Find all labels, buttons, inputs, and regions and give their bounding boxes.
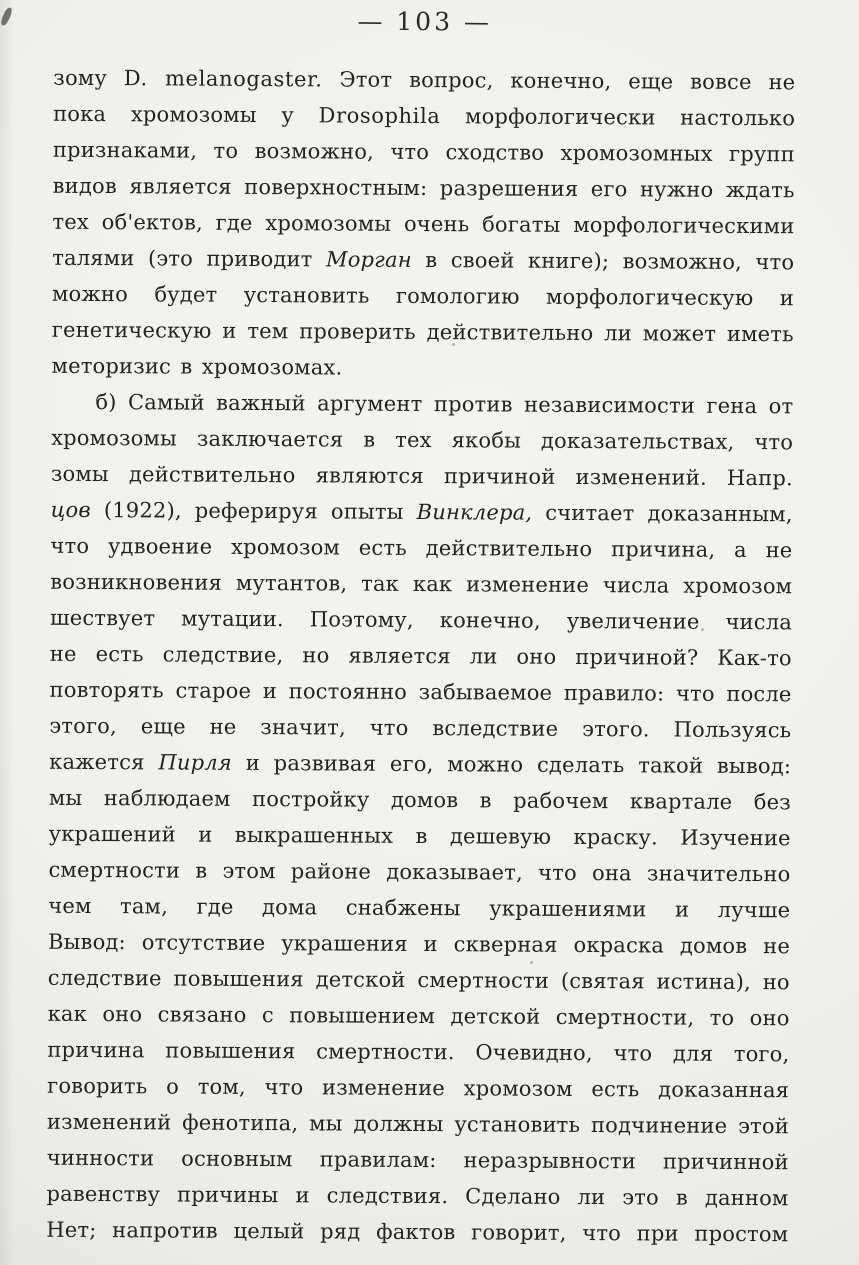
text-line xyxy=(46,1212,788,1253)
text-line xyxy=(51,348,793,389)
latin-text: Drosophila xyxy=(318,103,441,129)
body-text: мы наблюдаем постройку домов в рабочем квартале без xyxy=(48,785,791,815)
text-line xyxy=(48,960,790,1001)
text-line xyxy=(49,672,791,713)
body-text: кажется xyxy=(49,749,159,775)
text-line xyxy=(50,528,792,569)
body-text: зомы действительно являются причиной изменений. Напр. xyxy=(50,461,793,491)
body-text: Вывод: отсутствие украшения и скверная окраска домов не xyxy=(47,929,791,959)
italic-text: цов xyxy=(50,497,91,522)
body-text: этого, еще не значит, что вследствие этого. Пользуясь xyxy=(49,713,792,743)
body-text: чем там, где дома снабжены украшениями и лучше xyxy=(48,893,791,923)
text-line xyxy=(49,708,791,749)
body-text: можно будет установить гомологию морфологическую и xyxy=(51,281,795,311)
text-line xyxy=(47,1032,789,1073)
body-text: видов является поверхностным: разрешения его нужно ждать xyxy=(52,173,795,203)
text-line xyxy=(48,996,790,1037)
text-line xyxy=(49,780,791,821)
body-text: пока хромозомы у xyxy=(53,101,319,128)
body-text: что удвоение хромозом есть действительно причина, а не xyxy=(50,533,793,563)
body-text: в своей книге); возможно, что xyxy=(411,247,795,275)
text-line xyxy=(53,60,795,101)
text-line xyxy=(50,564,792,605)
page-number-header: — 103 — xyxy=(357,6,493,37)
text-line xyxy=(53,168,795,209)
text-line xyxy=(47,1068,789,1109)
italic-text: Винклера, xyxy=(416,499,533,525)
text-line xyxy=(47,1104,789,1145)
text-line xyxy=(51,420,793,461)
body-text: (1922), реферируя опыты xyxy=(90,497,417,524)
text-line xyxy=(51,492,793,533)
text-line xyxy=(49,816,791,857)
body-text: тех об'ектов, где хромозомы очень богаты морфологическими xyxy=(52,209,795,239)
text-line xyxy=(52,240,794,281)
body-text: украшений и выкрашенных в дешевую краску. Изучение xyxy=(48,821,791,851)
body-text: следствие повышения детской смертности (святая истина), но xyxy=(47,965,790,995)
body-text: не есть следствие, но является ли оно причиной? Как-то xyxy=(49,641,792,671)
body-text: признаками, то возможно, что сходство хромозомных групп xyxy=(52,137,795,167)
body-text: зому xyxy=(53,65,124,91)
body-text: меторизис в хромозомах. xyxy=(51,353,343,380)
text-line xyxy=(48,852,790,893)
text-line xyxy=(52,276,794,317)
text-line xyxy=(46,1176,788,1217)
text-line xyxy=(48,888,790,929)
text-line xyxy=(50,636,792,677)
text-line xyxy=(53,132,795,173)
body-text: морфологически настолько xyxy=(465,104,796,131)
body-text: шествует мутации. Поэтому, конечно, увеличение числа xyxy=(49,605,793,635)
body-text: талями (это приводит xyxy=(52,245,327,272)
text-line xyxy=(47,1140,789,1181)
body-text: повторять старое и постоянно забываемое правило: что после xyxy=(49,677,792,707)
body-text: хромозомы заключается в тех якобы доказательствах, что xyxy=(51,425,794,455)
text-line xyxy=(51,456,793,497)
page-content xyxy=(46,0,796,1252)
body-text: б) Самый важный аргумент против независимости гена от xyxy=(95,390,794,419)
body-text: причина повышения смертности. Очевидно, что для того, xyxy=(47,1037,790,1067)
body-text: как оно связано с повышением детской смертности, то оно xyxy=(47,1001,790,1031)
body-text: изменений фенотипа, мы должны установить подчинение этой xyxy=(46,1109,790,1139)
body-text: Этот вопрос, конечно, еще вовсе не xyxy=(339,67,796,95)
text-line xyxy=(52,312,794,353)
body-text: и развивая его, можно сделать такой вывод: xyxy=(231,750,792,779)
body-text: говорить о том, что изменение хромозом есть доказанная xyxy=(47,1073,790,1103)
body-text: возникновения мутантов, так как изменение числа хромозом xyxy=(50,569,793,599)
body-text: генетическую и тем проверить действительно ли может иметь xyxy=(51,317,794,347)
text-line xyxy=(50,600,792,641)
scan-edge-shadow xyxy=(0,0,14,1265)
text-line xyxy=(52,204,794,245)
italic-text: Пирля xyxy=(158,750,233,775)
body-text: считает доказанным, xyxy=(532,500,793,527)
italic-text: Морган xyxy=(325,247,412,272)
latin-text: D. melanogaster. xyxy=(123,66,323,92)
text-line xyxy=(48,924,790,965)
text-line xyxy=(49,744,791,785)
text-line xyxy=(51,384,793,425)
body-text: равенству причины и следствия. Сделано ли это в данном xyxy=(46,1181,789,1211)
body-text: смертности в этом районе доказывает, что она значительно xyxy=(48,857,791,887)
text-block xyxy=(46,60,795,1253)
body-text: чинности основным правилам: неразрывности причинной xyxy=(46,1145,789,1175)
body-text: Нет; напротив целый ряд фактов говорит, что при простом xyxy=(46,1217,789,1247)
text-line xyxy=(53,96,795,137)
